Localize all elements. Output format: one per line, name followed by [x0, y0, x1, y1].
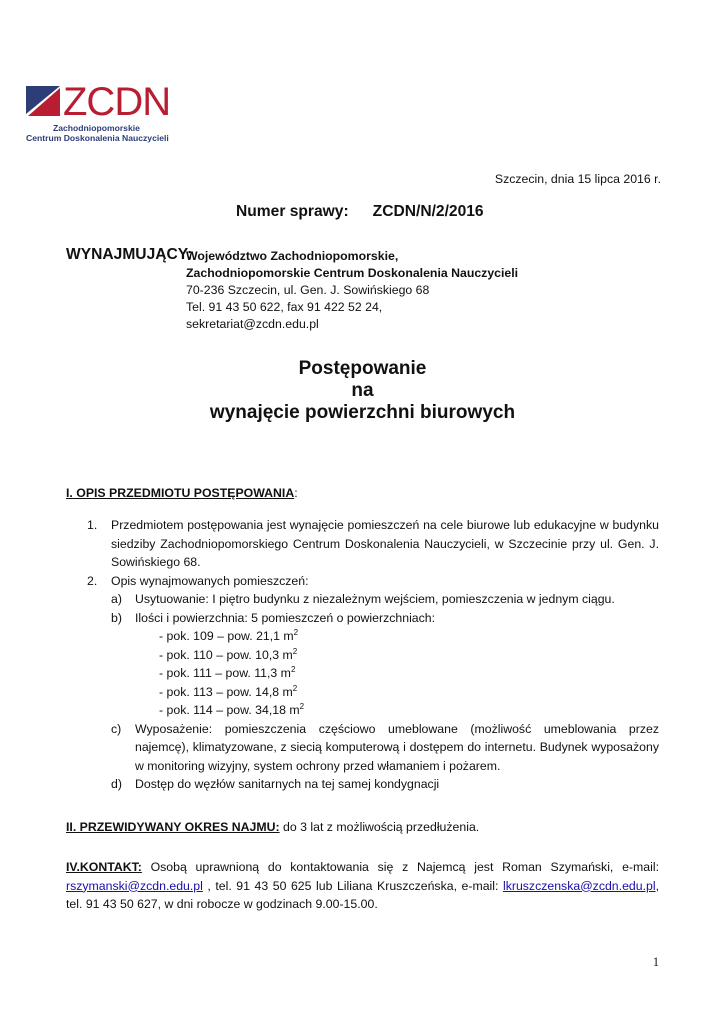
room-list: [135, 627, 659, 720]
room-item: [135, 701, 659, 720]
list-item-1: [87, 516, 659, 572]
room-item: [135, 664, 659, 683]
sub-item-d: [111, 775, 659, 794]
room-superscript: 2: [293, 627, 299, 637]
list-item-2: [87, 572, 659, 794]
case-label: Numer sprawy:: [236, 203, 349, 220]
lessor-line3: 70-236 Szczecin, ul. Gen. J. Sowińskiego 68: [186, 283, 430, 297]
section2-text: do 3 lat z możliwością przedłużenia.: [279, 820, 480, 834]
room-item: [135, 646, 659, 665]
room-superscript: 2: [290, 664, 296, 674]
sub-item-c-letter: c): [111, 721, 122, 736]
contact-section: [66, 858, 659, 914]
sub-item-b: [111, 609, 659, 720]
page-number: 1: [652, 955, 659, 969]
room-text: - pok. 114 – pow. 34,18 m: [159, 703, 300, 717]
lessor-line2: Zachodniopomorskie Centrum Doskonalenia Nauczycieli: [186, 266, 519, 280]
section1-heading-colon: :: [294, 486, 298, 500]
room-superscript: 2: [299, 701, 305, 711]
lessor-line5: sekretariat@zcdn.edu.pl: [186, 317, 319, 331]
sub-item-a: [111, 590, 659, 609]
list-item-1-text: Przedmiotem postępowania jest wynajęcie pomieszczeń na cele biurowe lub edukacyjne w budynku siedziby Zachodniopomorskiego Centrum Doskonalenia Nauczycieli, w Szczecinie przy ul. Gen. J. Sowińskiego 68.: [111, 518, 659, 569]
logo-emblem-icon: [26, 86, 62, 116]
sub-item-a-text: Usytuowanie: I piętro budynku z niezależnym wejściem, pomieszczenia w jednym ciągu.: [135, 592, 615, 606]
sub-item-a-letter: a): [111, 592, 122, 606]
logo-subtitle-line2: Centrum Doskonalenia Nauczycieli: [26, 133, 169, 143]
sub-item-b-text: Ilości i powierzchnia: 5 pomieszczeń o powierzchniach:: [135, 610, 436, 625]
sub-item-b-letter: b): [111, 610, 122, 625]
document-title: [0, 358, 725, 424]
contact-text2: , tel. 91 43 50 625 lub Liliana Kruszczeńska, e-mail:: [202, 878, 503, 893]
section2-heading: II. PRZEWIDYWANY OKRES NAJMU:: [66, 820, 280, 834]
sub-item-c: [111, 720, 659, 776]
room-item: [135, 627, 659, 646]
contact-heading: IV.KONTAKT:: [66, 860, 142, 874]
logo-subtitle-line1: Zachodniopomorskie: [53, 123, 140, 133]
sub-item-d-letter: d): [111, 777, 122, 791]
lessor-line1: Województwo Zachodniopomorskie,: [186, 249, 399, 263]
zcdn-logo: [26, 80, 176, 143]
sub-item-d-text: Dostęp do węzłów sanitarnych na tej samej kondygnacji: [135, 777, 440, 791]
room-text: - pok. 109 – pow. 21,1 m: [159, 629, 294, 643]
lessor-line4: Tel. 91 43 50 622, fax 91 422 52 24,: [186, 300, 383, 314]
section2: [66, 818, 479, 837]
room-text: - pok. 113 – pow. 14,8 m: [159, 684, 293, 699]
lessor-label: WYNAJMUJĄCY:: [66, 246, 193, 263]
case-value: ZCDN/N/2/2016: [372, 203, 484, 220]
title-line2: na: [351, 380, 374, 401]
room-superscript: 2: [292, 683, 298, 693]
section1-heading-text: I. OPIS PRZEDMIOTU POSTĘPOWANIA: [66, 486, 295, 500]
title-line1: Postępowanie: [298, 358, 427, 379]
room-text: - pok. 111 – pow. 11,3 m: [159, 666, 291, 680]
email-link-1[interactable]: rszymanski@zcdn.edu.pl: [66, 878, 203, 893]
section1-heading: [66, 484, 298, 503]
date-line: Szczecin, dnia 15 lipca 2016 r.: [494, 172, 661, 186]
contact-text3: , tel. 91 43 50 627, w dni robocze w godzinach 9.00-15.00.: [66, 878, 659, 911]
case-number: [236, 203, 484, 222]
email-link-2[interactable]: lkruszczenska@zcdn.edu.pl: [502, 878, 656, 893]
logo-wordmark: ZCDN: [63, 80, 171, 124]
list-item-1-number: 1.: [87, 518, 98, 532]
list-item-2-number: 2.: [87, 573, 98, 588]
sub-item-c-text: Wyposażenie: pomieszczenia częściowo umeblowane (możliwość umeblowania przez najemcę), klimatyzowane, z siecią komputerową i dostępem do internetu. Budynek wyposażony w monitoring wizyjny, system ochrony przed włamaniem i pożarem.: [135, 721, 659, 773]
list-item-2-text: Opis wynajmowanych pomieszczeń:: [111, 573, 309, 588]
lessor-address: [186, 248, 518, 333]
contact-text1: Osobą uprawnioną do kontaktowania się z Najemcą jest Roman Szymański, e-mail:: [141, 860, 659, 874]
title-line3: wynajęcie powierzchni biurowych: [209, 402, 516, 423]
room-superscript: 2: [292, 646, 298, 656]
room-text: - pok. 110 – pow. 10,3 m: [159, 647, 293, 662]
room-item: [135, 683, 659, 702]
section1-list: [87, 516, 659, 794]
